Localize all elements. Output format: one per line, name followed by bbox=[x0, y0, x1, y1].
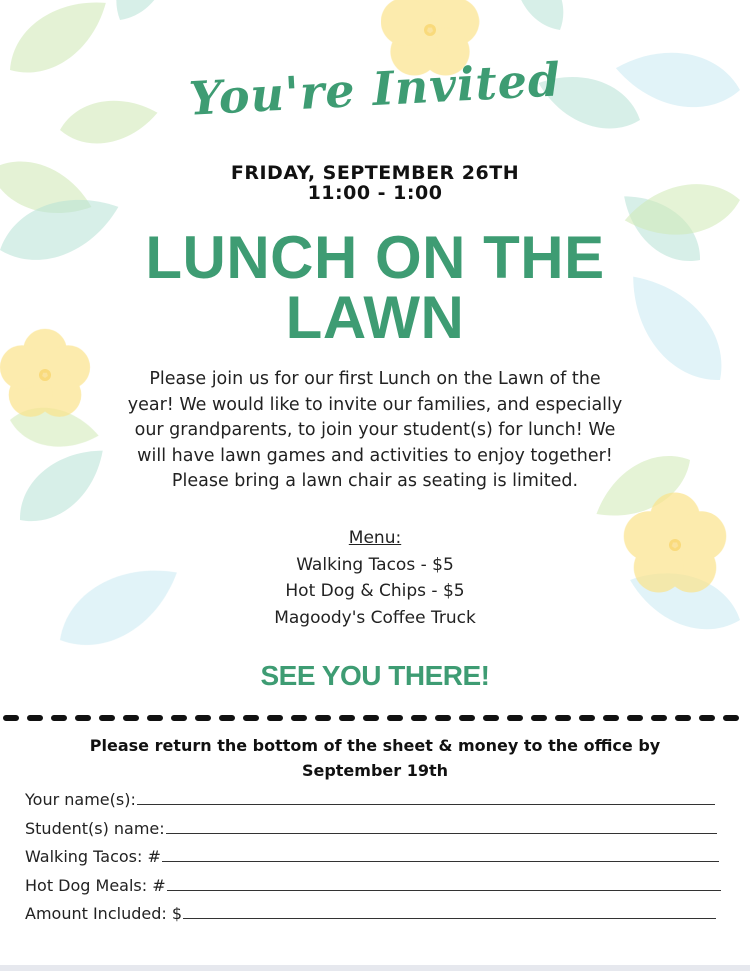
event-date: FRIDAY, SEPTEMBER 26TH bbox=[230, 162, 520, 184]
return-instructions-line2: September 19th bbox=[301, 761, 449, 780]
form-field-hot-dog-meals[interactable] bbox=[25, 875, 721, 895]
bottom-edge-bar bbox=[0, 965, 750, 971]
return-instructions bbox=[0, 733, 750, 783]
closing-text: SEE YOU THERE! bbox=[260, 660, 490, 691]
form-field-walking-tacos[interactable] bbox=[25, 846, 719, 866]
form-field-label: Hot Dog Meals: # bbox=[25, 876, 166, 895]
intro-line: will have lawn games and activities to enjoy together! bbox=[137, 445, 613, 466]
intro-paragraph bbox=[70, 367, 680, 495]
intro-line: Please join us for our first Lunch on the Lawn of the bbox=[149, 369, 601, 389]
form-field-label: Amount Included: $ bbox=[25, 904, 183, 923]
intro-line: Please bring a lawn chair as seating is limited. bbox=[171, 471, 579, 491]
intro-line: our grandparents, to join your student(s) for lunch! We bbox=[134, 420, 616, 440]
menu-item: Magoody's Coffee Truck bbox=[274, 608, 476, 628]
fill-in-blank[interactable] bbox=[162, 861, 719, 862]
fill-in-blank[interactable] bbox=[166, 833, 717, 834]
form-field-label: Walking Tacos: # bbox=[25, 847, 161, 866]
fill-in-blank[interactable] bbox=[137, 804, 715, 805]
fill-in-blank[interactable] bbox=[167, 890, 721, 891]
event-time: 11:00 - 1:00 bbox=[307, 182, 443, 204]
event-title-line2: LAWN bbox=[285, 284, 465, 351]
event-title-line1: LUNCH ON THE bbox=[145, 224, 605, 291]
intro-line: year! We would like to invite our families, and especially bbox=[127, 394, 623, 415]
menu-item: Walking Tacos - $5 bbox=[296, 555, 454, 575]
menu-heading: Menu: bbox=[348, 528, 402, 548]
form-field-label: Your name(s): bbox=[25, 790, 136, 809]
form-field-your-names[interactable] bbox=[25, 789, 715, 809]
form-field-student-names[interactable] bbox=[25, 818, 717, 838]
script-title: You're Invited bbox=[187, 52, 563, 126]
menu-item: Hot Dog & Chips - $5 bbox=[285, 581, 465, 601]
fill-in-blank[interactable] bbox=[183, 918, 716, 919]
event-title bbox=[0, 224, 750, 351]
form-field-amount-included[interactable] bbox=[25, 903, 716, 923]
cut-line-divider bbox=[0, 712, 750, 724]
return-instructions-line1: Please return the bottom of the sheet & money to the office by bbox=[89, 736, 661, 755]
form-field-label: Student(s) name: bbox=[25, 819, 165, 838]
